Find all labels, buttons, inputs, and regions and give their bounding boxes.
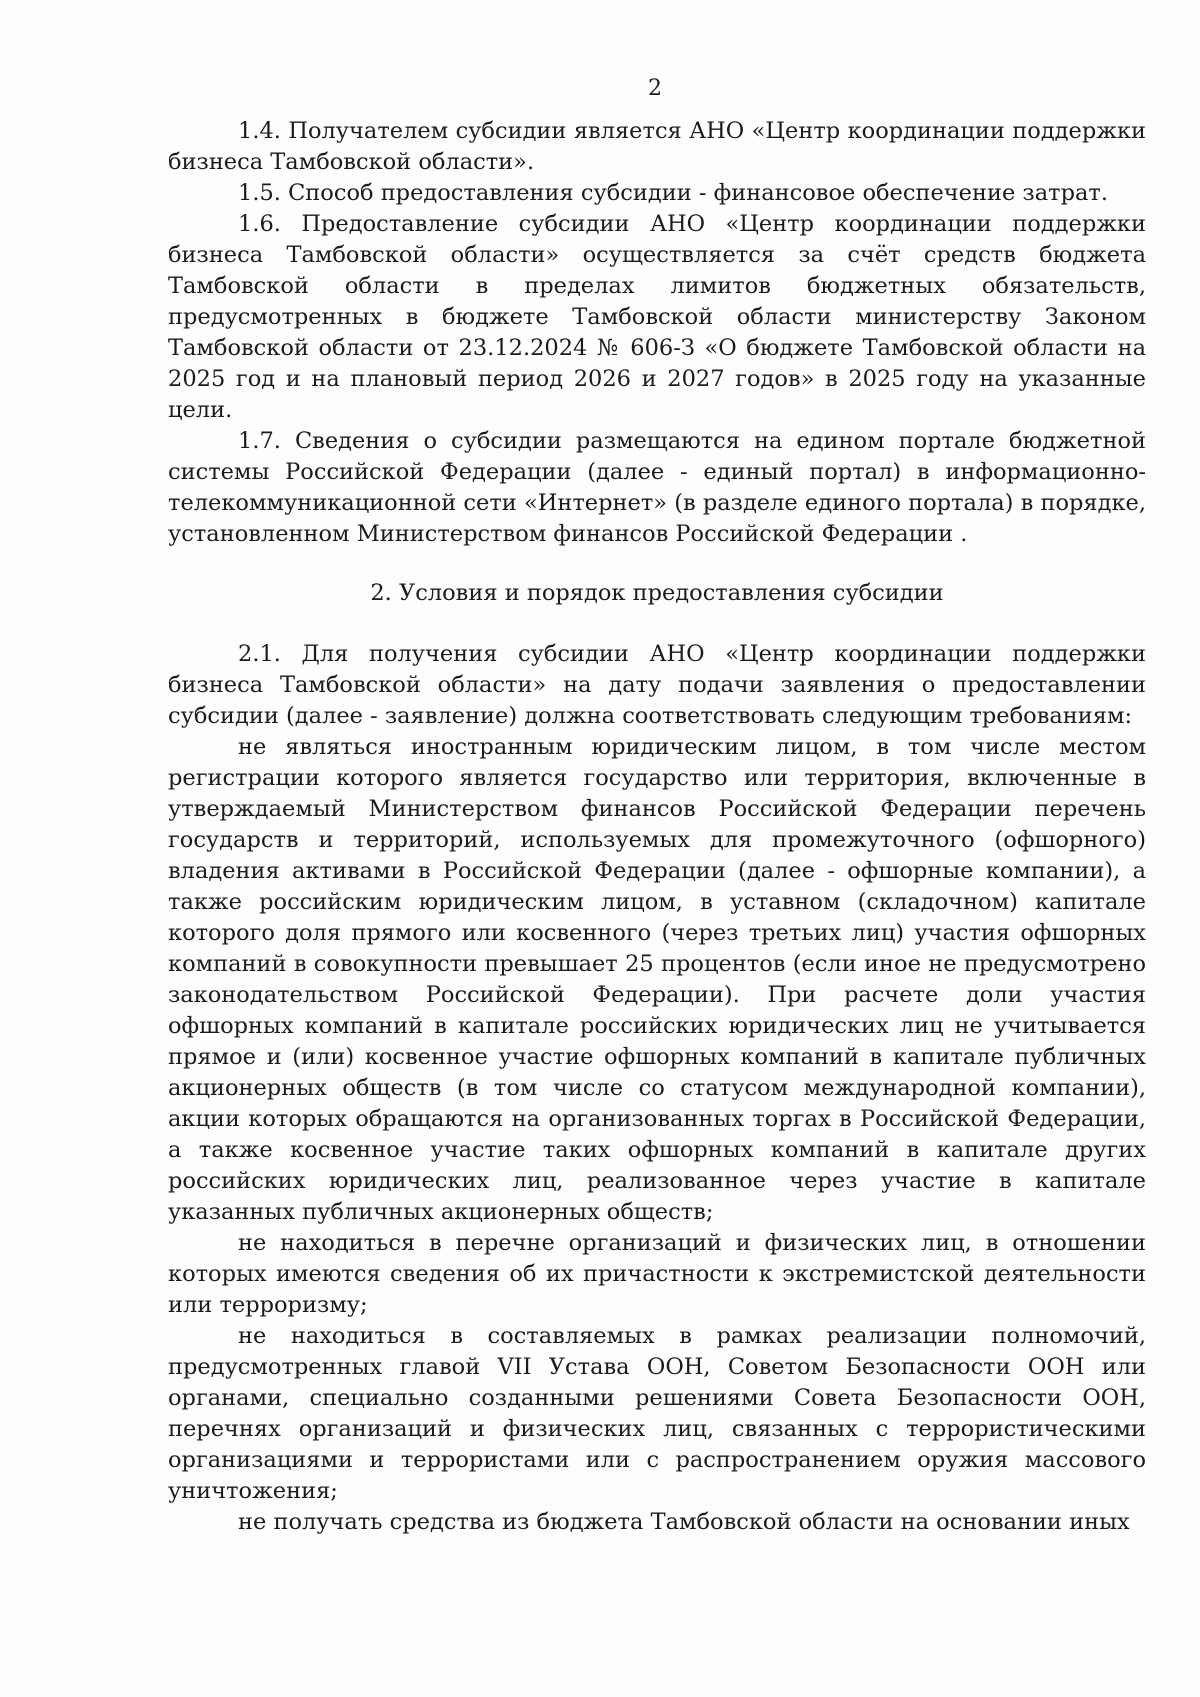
page-number: 2 (648, 76, 662, 101)
requirement-un-lists: не находиться в составляемых в рамках реализации полномочий, предусмотренных главой VII Устава ООН, Советом Безопасности ООН или органами, специально созданными решениями Совета Безопасности ООН, перечнях организаций и физических лиц, связанных с террористическими организациями и террористами или с распространением оружия массового уничтожения; (168, 1323, 1146, 1504)
paragraph-1-6: 1.6. Предоставление субсидии АНО «Центр координации поддержки бизнеса Тамбовской области» осуществляется за счёт средств бюджета Тамбовской области в пределах лимитов бюджетных обязательств, предусмотренных в бюджете Тамбовской области министерству Законом Тамбовской области от 23.12.2024 № 606-З «О бюджете Тамбовской области на 2025 год и на плановый период 2026 и 2027 годов» в 2025 году на указанные цели. (168, 211, 1146, 423)
document-body (168, 116, 1146, 1538)
paragraph-2-1: 2.1. Для получения субсидии АНО «Центр координации поддержки бизнеса Тамбовской области» на дату подачи заявления о предоставлении субсидии (далее - заявление) должна соответствовать следующим требованиям: (168, 641, 1146, 729)
section-heading: 2. Условия и порядок предоставления субсидии (370, 580, 944, 606)
requirement-budget-funds: не получать средства из бюджета Тамбовской области на основании иных (238, 1509, 1130, 1535)
requirement-extremism: не находиться в перечне организаций и физических лиц, в отношении которых имеются сведения об их причастности к экстремистской деятельности или терроризму; (168, 1230, 1146, 1318)
paragraph-1-5: 1.5. Способ предоставления субсидии - финансовое обеспечение затрат. (238, 180, 1108, 206)
requirement-offshore: не являться иностранным юридическим лицом, в том числе местом регистрации которого является государство или территория, включенные в утверждаемый Министерством финансов Российской Федерации перечень государств и территорий, используемых для промежуточного (офшорного) владения активами в Российской Федерации (далее - офшорные компании), а также российским юридическим лицом, в уставном (складочном) капитале которого доля прямого или косвенного (через третьих лиц) участия офшорных компаний в совокупности превышает 25 процентов (если иное не предусмотрено законодательством Российской Федерации). При расчете доли участия офшорных компаний в капитале российских юридических лиц не учитывается прямое и (или) косвенное участие офшорных компаний в капитале публичных акционерных обществ (в том числе со статусом международной компании), акции которых обращаются на организованных торгах в Российской Федерации, а также косвенное участие таких офшорных компаний в капитале других российских юридических лиц, реализованное через участие в капитале указанных публичных акционерных обществ; (168, 734, 1146, 1225)
paragraph-1-4: 1.4. Получателем субсидии является АНО «Центр координации поддержки бизнеса Тамбовской области». (168, 118, 1146, 175)
paragraph-1-7: 1.7. Сведения о субсидии размещаются на едином портале бюджетной системы Российской Федерации (далее - единый портал) в информационно-телекоммуникационной сети «Интернет» (в разделе единого портала) в порядке, установленном Министерством финансов Российской Федерации . (168, 428, 1146, 547)
